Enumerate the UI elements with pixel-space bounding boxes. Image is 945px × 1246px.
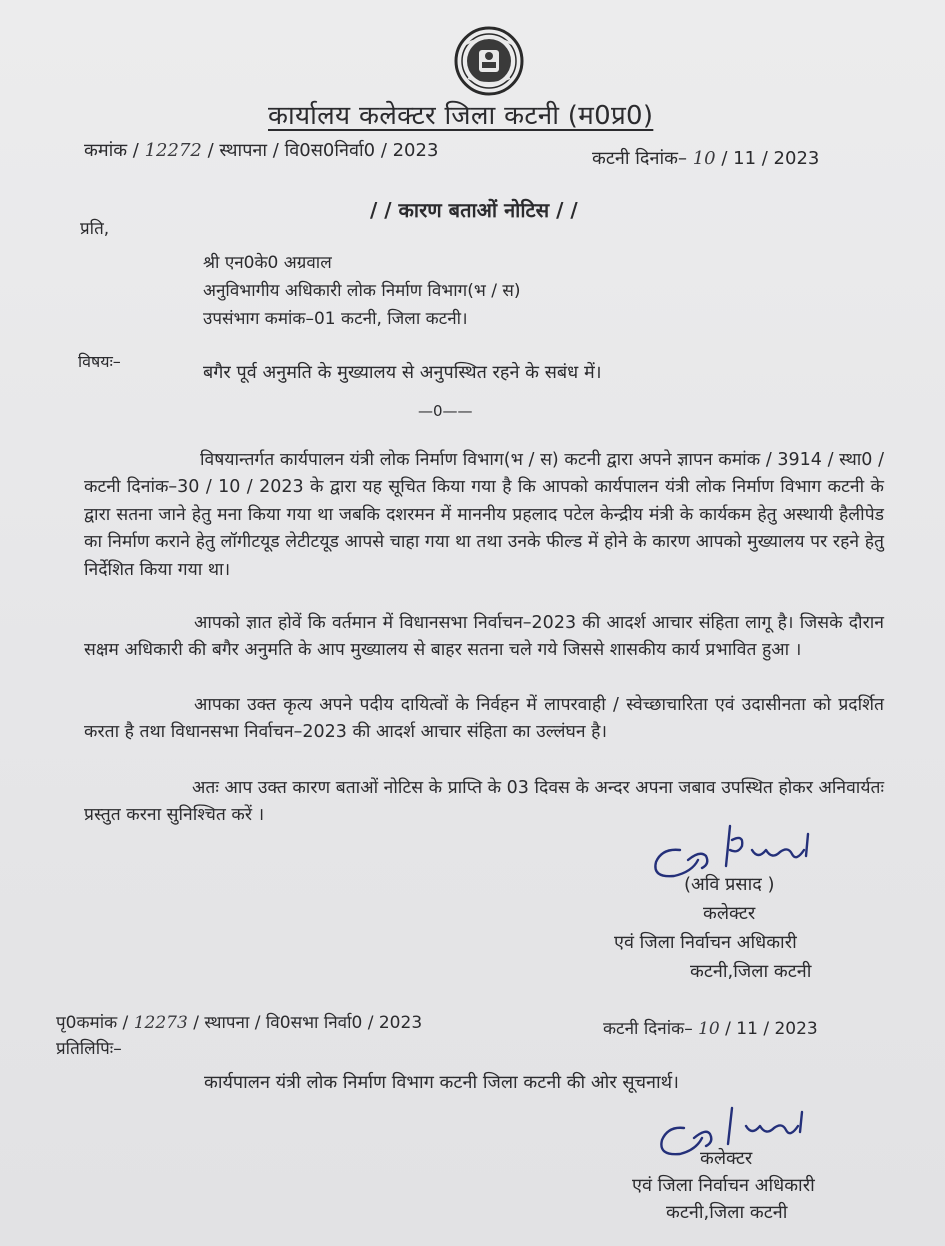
- date-rest: / 11 / 2023: [721, 148, 820, 169]
- signatory-role: एवं जिला निर्वाचन अधिकारी: [614, 932, 797, 953]
- paragraph-4-text: अतः आप उक्त कारण बताओं नोटिस के प्राप्ति के 03 दिवस के अन्दर अपना जबाव उपस्थित होकर अनिवार्यतः प्रस्तुत करना सुनिश्चित करें ।: [84, 778, 884, 826]
- emblem-seal-icon: [444, 26, 534, 96]
- signatory-designation: कलेक्टर: [703, 903, 756, 924]
- endorsement-role: एवं जिला निर्वाचन अधिकारी: [632, 1175, 815, 1196]
- ref-suffix: / स्थापना / वि0स0निर्वा0 / 2023: [207, 140, 439, 161]
- separator: —0——: [418, 402, 473, 420]
- endorsement-date: [603, 1016, 818, 1039]
- paragraph-2: [84, 610, 884, 665]
- endorsement-place: कटनी,जिला कटनी: [666, 1202, 788, 1223]
- date-prefix: कटनी दिनांक–: [592, 148, 687, 169]
- signatory-name: (अवि प्रसाद ): [684, 874, 775, 895]
- endorsement-ref-suffix: / स्थापना / वि0सभा निर्वा0 / 2023: [193, 1013, 423, 1033]
- letter-date: [592, 146, 819, 170]
- endorsement-date-rest: / 11 / 2023: [725, 1019, 818, 1039]
- endorsement-designation: कलेक्टर: [700, 1148, 753, 1169]
- paragraph-3: [84, 692, 884, 747]
- date-day: 10: [692, 148, 716, 169]
- subject-label: विषयः–: [78, 352, 121, 371]
- letter-reference: [84, 138, 438, 162]
- endorsement-ref-prefix: पृ0कमांक /: [56, 1013, 129, 1033]
- paragraph-3-text: आपका उक्त कृत्य अपने पदीय दायित्वों के निर्वहन में लापरवाही / स्वेच्छाचारिता एवं उदासीनता को प्रदर्शित करता है तथा विधानसभा निर्वाचन–2023 की आदर्श आचार संहिता का उल्लंघन है।: [84, 695, 884, 743]
- copy-label: प्रतिलिपिः–: [56, 1039, 122, 1059]
- endorsement-reference: [56, 1010, 422, 1033]
- endorsement-date-day: 10: [698, 1019, 720, 1039]
- paragraph-1-text: विषयान्तर्गत कार्यपालन यंत्री लोक निर्माण विभाग(भ / स) कटनी द्वारा अपने ज्ञापन कमांक / 3914 / स्था0 / कटनी दिनांक–30 / 10 / 2023 के द्वारा यह सूचित किया गया है कि आपको कार्यपालन यंत्री लोक निर्माण विभाग कटनी के द्वारा सतना जाने हेतु मना किया गया था जबकि दशरमन में माननीय प्रहलाद पटेल केन्द्रीय मंत्री के कार्यकम हेतु अस्थायी हैलीपेड का निर्माण कराने हेतु लॉगीटयूड लेटीटयूड आपसे चाहा गया था तथा उनके फील्ड में होने के कारण आपको मुख्यालय पर रहने हेतु निर्देशित किया गया था।: [84, 450, 884, 580]
- ref-number: 12272: [144, 140, 202, 161]
- recipient-office: उपसंभाग कमांक–01 कटनी, जिला कटनी।: [203, 309, 468, 329]
- recipient-label: प्रति,: [80, 219, 110, 239]
- copy-to-text: कार्यपालन यंत्री लोक निर्माण विभाग कटनी जिला कटनी की ओर सूचनार्थ।: [204, 1072, 679, 1093]
- paragraph-2-text: आपको ज्ञात होवें कि वर्तमान में विधानसभा निर्वाचन–2023 की आदर्श आचार संहिता लागू है। जिसके दौरान सक्षम अधिकारी की बगैर अनुमति के आप मुख्यालय से बाहर सतना चले गये जिससे शासकीय कार्य प्रभावित हुआ ।: [84, 613, 884, 661]
- signatory-place: कटनी,जिला कटनी: [690, 961, 812, 982]
- ref-prefix: कमांक /: [84, 140, 139, 161]
- endorsement-date-prefix: कटनी दिनांक–: [603, 1019, 693, 1039]
- subject-text: बगैर पूर्व अनुमति के मुख्यालय से अनुपस्थित रहने के सबंध में।: [203, 362, 602, 383]
- notice-title: / / कारण बताओं नोटिस / /: [370, 198, 578, 222]
- recipient-name: श्री एन0के0 अग्रवाल: [203, 253, 332, 273]
- endorsement-ref-number: 12273: [133, 1013, 188, 1033]
- recipient-designation: अनुविभागीय अधिकारी लोक निर्माण विभाग(भ / स): [203, 281, 521, 301]
- office-title: कार्यालय कलेक्टर जिला कटनी (म0प्र0): [268, 101, 654, 131]
- paragraph-1: [84, 447, 884, 584]
